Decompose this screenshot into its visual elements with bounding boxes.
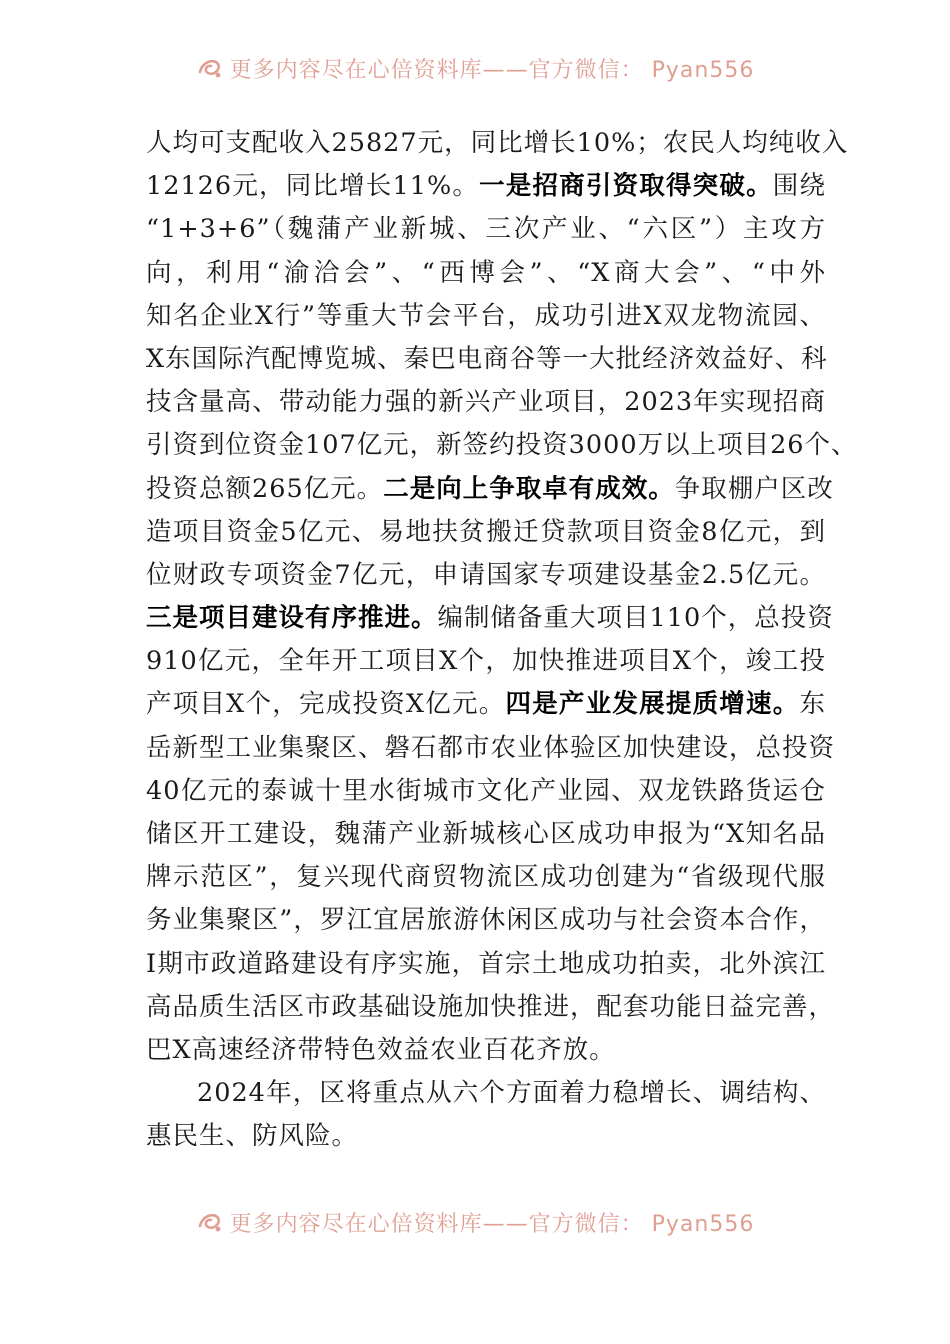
text-line: 知名企业X行”等重大节会平台，成功引进X双龙物流园、 [146,300,826,331]
text-line: 投资总额265亿元。二是向上争取卓有成效。争取棚户区改 [146,473,834,504]
text-line: 巴X高速经济带特色效益农业百花齐放。 [146,1034,616,1065]
paragraph-economic-results [146,122,858,1072]
text-line: X东国际汽配博览城、秦巴电商谷等一大批经济效益好、科 [146,343,828,374]
text-line: 技含量高、带动能力强的新兴产业项目，2023年实现招商 [146,387,826,418]
text-line: 牌示范区”，复兴现代商贸物流区成功创建为“省级现代服 [146,862,826,893]
text-line: 12126元，同比增长11%。一是招商引资取得突破。围绕 [146,171,826,202]
text-line: 岳新型工业集聚区、磐石都市农业体验区加快建设，总投资 [146,732,836,763]
paragraph-2024-plan [146,1072,826,1158]
text-line: 造项目资金5亿元、易地扶贫搬迁贷款项目资金8亿元，到 [146,516,826,547]
bold-heading-projects: 三是项目建设有序推进。 [146,603,438,634]
text-line: 务业集聚区”，罗江宜居旅游休闲区成功与社会资本合作， [146,905,826,936]
text-line: 向，利用“渝洽会”、“西博会”、“X商大会”、“中外 [146,257,826,288]
swirl-logo-icon [196,1208,224,1236]
text-line: 910亿元，全年开工项目X个，加快推进项目X个，竣工投 [146,646,826,677]
text-line: 三是项目建设有序推进。编制储备重大项目110个，总投资 [146,603,834,634]
text-line: I期市政道路建设有序实施，首宗土地成功拍卖，北外滨江 [146,948,826,979]
bold-heading-funding: 二是向上争取卓有成效。 [383,473,675,504]
text-line: 高品质生活区市政基础设施加快推进，配套功能日益完善， [146,991,836,1022]
document-body [146,122,858,1159]
text-line: 储区开工建设，魏蒲产业新城核心区成功申报为“X知名品 [146,819,826,849]
text-line: 人均可支配收入25827元，同比增长10%；农民人均纯收入 [146,128,849,158]
text-line: 位财政专项资金7亿元，申请国家专项建设基金2.5亿元。 [146,559,826,590]
text-line: 2024年，区将重点从六个方面着力稳增长、调结构、 [197,1078,826,1109]
watermark-text: 更多内容尽在心倍资料库——官方微信： Pyan556 [229,1211,755,1237]
watermark-text: 更多内容尽在心倍资料库——官方微信： Pyan556 [229,57,755,83]
text-line: 引资到位资金107亿元，新签约投资3000万以上项目26个、 [146,430,858,461]
text-line: 40亿元的泰诚十里水街城市文化产业园、双龙铁路货运仓 [146,775,826,806]
text-line: 惠民生、防风险。 [146,1121,359,1152]
swirl-logo-icon [196,54,224,82]
text-line: “1+3+6”（魏蒲产业新城、三次产业、“六区”）主攻方 [146,214,826,245]
text-line: 产项目X个，完成投资X亿元。四是产业发展提质增速。东 [146,689,826,720]
bold-heading-industry: 四是产业发展提质增速。 [505,689,800,720]
footer-watermark [0,1202,950,1242]
bold-heading-investment: 一是招商引资取得突破。 [479,171,773,202]
header-watermark [0,48,950,88]
